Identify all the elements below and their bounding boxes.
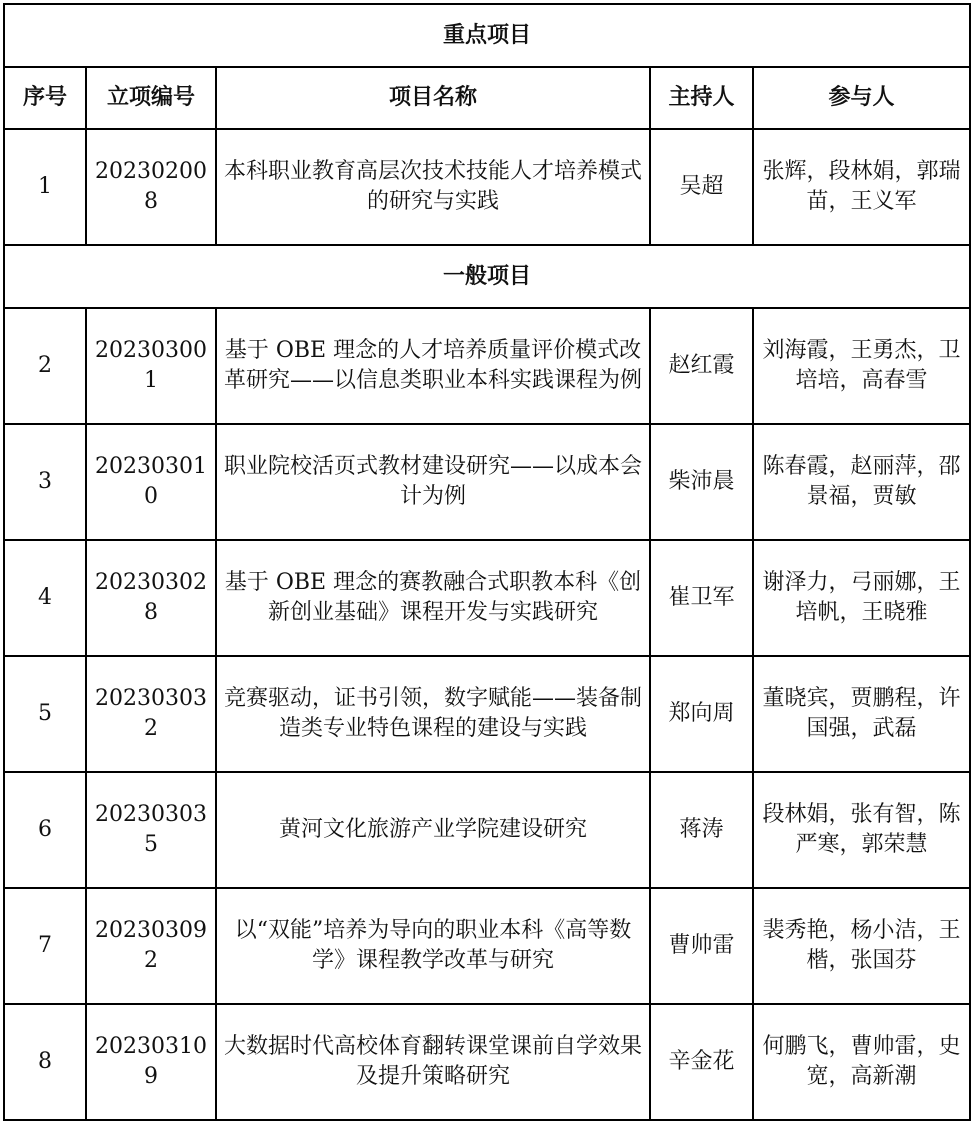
- header-no: 序号: [4, 67, 86, 129]
- cell-participants: 董晓宾，贾鹏程，许国强，武磊: [753, 656, 970, 772]
- cell-host: 蒋涛: [650, 772, 753, 888]
- header-host: 主持人: [650, 67, 753, 129]
- cell-no: 7: [4, 888, 86, 1004]
- table-row: [4, 308, 970, 424]
- table-row: [4, 656, 970, 772]
- cell-participants: 谢泽力，弓丽娜，王培帆，王晓雅: [753, 540, 970, 656]
- cell-code: 202303001: [86, 308, 216, 424]
- cell-no: 1: [4, 129, 86, 245]
- cell-code: 202303010: [86, 424, 216, 540]
- cell-participants: 陈春霞，赵丽萍，邵景福，贾敏: [753, 424, 970, 540]
- cell-code: 202303109: [86, 1004, 216, 1120]
- section-row-general: [4, 245, 970, 308]
- cell-name: 大数据时代高校体育翻转课堂课前自学效果及提升策略研究: [216, 1004, 650, 1120]
- table-row: [4, 1004, 970, 1120]
- cell-no: 4: [4, 540, 86, 656]
- cell-code: 202303092: [86, 888, 216, 1004]
- table-row: [4, 424, 970, 540]
- header-row: [4, 67, 970, 129]
- cell-host: 吴超: [650, 129, 753, 245]
- cell-host: 郑向周: [650, 656, 753, 772]
- cell-name: 本科职业教育高层次技术技能人才培养模式的研究与实践: [216, 129, 650, 245]
- table-row: [4, 888, 970, 1004]
- cell-name: 基于 OBE 理念的人才培养质量评价模式改革研究——以信息类职业本科实践课程为例: [216, 308, 650, 424]
- projects-table: [3, 3, 971, 1121]
- cell-no: 3: [4, 424, 86, 540]
- header-code: 立项编号: [86, 67, 216, 129]
- cell-code: 202302008: [86, 129, 216, 245]
- cell-name: 职业院校活页式教材建设研究——以成本会计为例: [216, 424, 650, 540]
- cell-code: 202303035: [86, 772, 216, 888]
- cell-host: 崔卫军: [650, 540, 753, 656]
- section-title: 一般项目: [4, 245, 970, 308]
- cell-code: 202303028: [86, 540, 216, 656]
- section-row-key: [4, 4, 970, 67]
- cell-no: 6: [4, 772, 86, 888]
- table-row: [4, 772, 970, 888]
- table-row: [4, 129, 970, 245]
- section-title: 重点项目: [4, 4, 970, 67]
- cell-no: 2: [4, 308, 86, 424]
- table-body: [4, 4, 970, 1120]
- cell-host: 曹帅雷: [650, 888, 753, 1004]
- cell-no: 5: [4, 656, 86, 772]
- cell-host: 赵红霞: [650, 308, 753, 424]
- cell-name: 黄河文化旅游产业学院建设研究: [216, 772, 650, 888]
- cell-code: 202303032: [86, 656, 216, 772]
- cell-participants: 刘海霞，王勇杰，卫培培，高春雪: [753, 308, 970, 424]
- cell-no: 8: [4, 1004, 86, 1120]
- cell-name: 竞赛驱动，证书引领，数字赋能——装备制造类专业特色课程的建设与实践: [216, 656, 650, 772]
- cell-participants: 何鹏飞，曹帅雷，史宽，高新潮: [753, 1004, 970, 1120]
- cell-host: 柴沛晨: [650, 424, 753, 540]
- header-participants: 参与人: [753, 67, 970, 129]
- cell-participants: 张辉，段林娟，郭瑞苗，王义军: [753, 129, 970, 245]
- cell-participants: 裴秀艳，杨小洁，王楷，张国芬: [753, 888, 970, 1004]
- table-row: [4, 540, 970, 656]
- cell-name: 基于 OBE 理念的赛教融合式职教本科《创新创业基础》课程开发与实践研究: [216, 540, 650, 656]
- cell-host: 辛金花: [650, 1004, 753, 1120]
- header-name: 项目名称: [216, 67, 650, 129]
- cell-name: 以“双能”培养为导向的职业本科《高等数学》课程教学改革与研究: [216, 888, 650, 1004]
- cell-participants: 段林娟，张有智，陈严寒，郭荣慧: [753, 772, 970, 888]
